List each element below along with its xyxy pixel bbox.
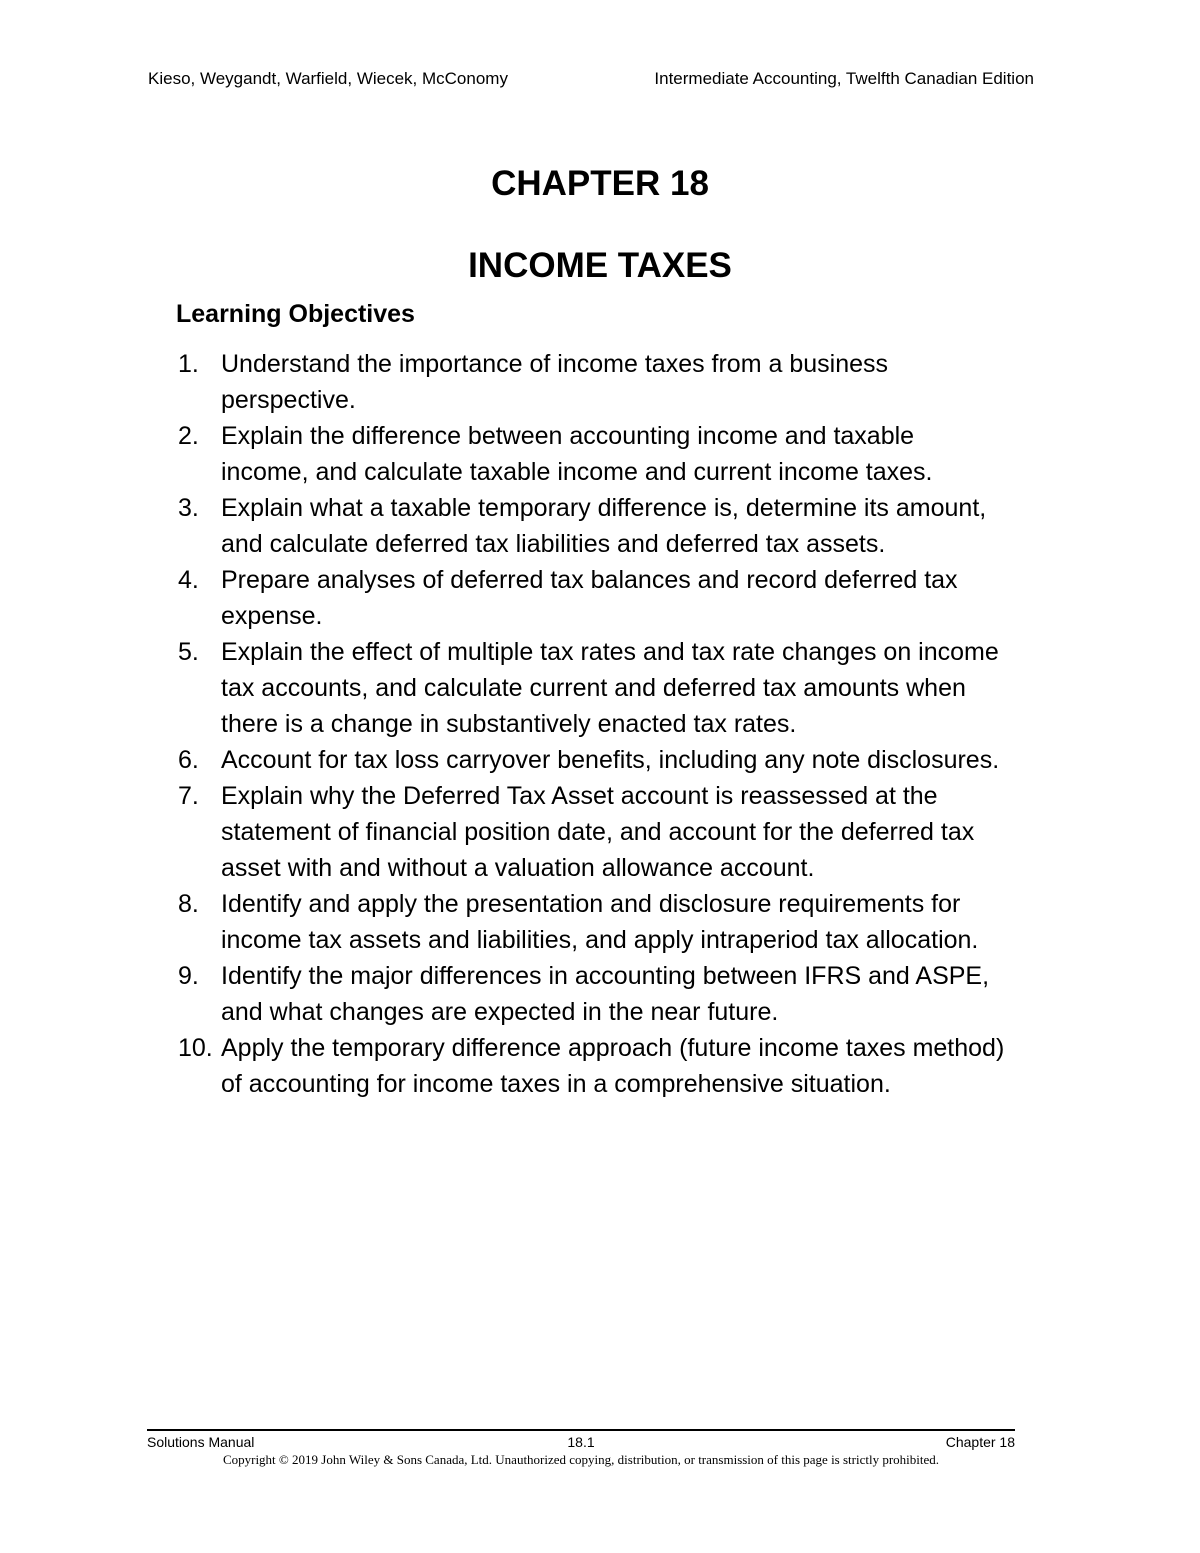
objective-number: 1. bbox=[178, 350, 199, 378]
objective-text: Apply the temporary difference approach (future income taxes method) of accounting for income taxes in a comprehensive situation. bbox=[221, 1034, 1005, 1098]
footer-page-number: 18.1 bbox=[567, 1434, 595, 1450]
learning-objectives-heading: Learning Objectives bbox=[176, 300, 415, 328]
objective-number: 10. bbox=[178, 1034, 213, 1062]
objective-number: 3. bbox=[178, 494, 199, 522]
objective-number: 7. bbox=[178, 782, 199, 810]
objective-text: Account for tax loss carryover benefits, including any note disclosures. bbox=[221, 746, 1000, 774]
learning-objectives-list bbox=[178, 346, 1008, 1102]
list-item bbox=[178, 886, 1008, 958]
objective-number: 8. bbox=[178, 890, 199, 918]
objective-number: 2. bbox=[178, 422, 199, 450]
objective-number: 9. bbox=[178, 962, 199, 990]
header-authors: Kieso, Weygandt, Warfield, Wiecek, McConomy bbox=[148, 69, 508, 88]
objective-number: 6. bbox=[178, 746, 199, 774]
footer-divider bbox=[147, 1429, 1015, 1431]
list-item bbox=[178, 634, 1008, 742]
page-footer bbox=[147, 1433, 1015, 1451]
list-item bbox=[178, 346, 1008, 418]
header-book-title: Intermediate Accounting, Twelfth Canadian Edition bbox=[654, 69, 1034, 88]
list-item bbox=[178, 418, 1008, 490]
list-item bbox=[178, 778, 1008, 886]
list-item bbox=[178, 490, 1008, 562]
objective-text: Prepare analyses of deferred tax balances and record deferred tax expense. bbox=[221, 566, 958, 630]
list-item bbox=[178, 1030, 1008, 1102]
objective-text: Identify the major differences in accounting between IFRS and ASPE, and what changes are expected in the near future. bbox=[221, 962, 990, 1026]
list-item bbox=[178, 958, 1008, 1030]
list-item bbox=[178, 562, 1008, 634]
objective-number: 5. bbox=[178, 638, 199, 666]
objective-text: Explain why the Deferred Tax Asset account is reassessed at the statement of financial position date, and account for the deferred tax asset with and without a valuation allowance account. bbox=[221, 782, 975, 882]
list-item bbox=[178, 742, 1008, 778]
objective-number: 4. bbox=[178, 566, 199, 594]
footer-manual-label: Solutions Manual bbox=[147, 1434, 255, 1450]
objective-text: Identify and apply the presentation and disclosure requirements for income tax assets and liabilities, and apply intraperiod tax allocation. bbox=[221, 890, 979, 954]
objective-text: Understand the importance of income taxes from a business perspective. bbox=[221, 350, 889, 414]
chapter-title: INCOME TAXES bbox=[468, 246, 732, 285]
copyright-notice: Copyright © 2019 John Wiley & Sons Canada, Ltd. Unauthorized copying, distribution, or transmission of this page is strictly prohibited. bbox=[222, 1452, 940, 1467]
objective-text: Explain what a taxable temporary difference is, determine its amount, and calculate deferred tax liabilities and deferred tax assets. bbox=[221, 494, 987, 558]
objective-text: Explain the effect of multiple tax rates and tax rate changes on income tax accounts, and calculate current and deferred tax amounts when there is a change in substantively enacted tax rates. bbox=[221, 638, 999, 738]
chapter-number: CHAPTER 18 bbox=[491, 164, 709, 203]
objective-text: Explain the difference between accounting income and taxable income, and calculate taxable income and current income taxes. bbox=[221, 422, 933, 486]
footer-chapter-label: Chapter 18 bbox=[945, 1434, 1015, 1450]
